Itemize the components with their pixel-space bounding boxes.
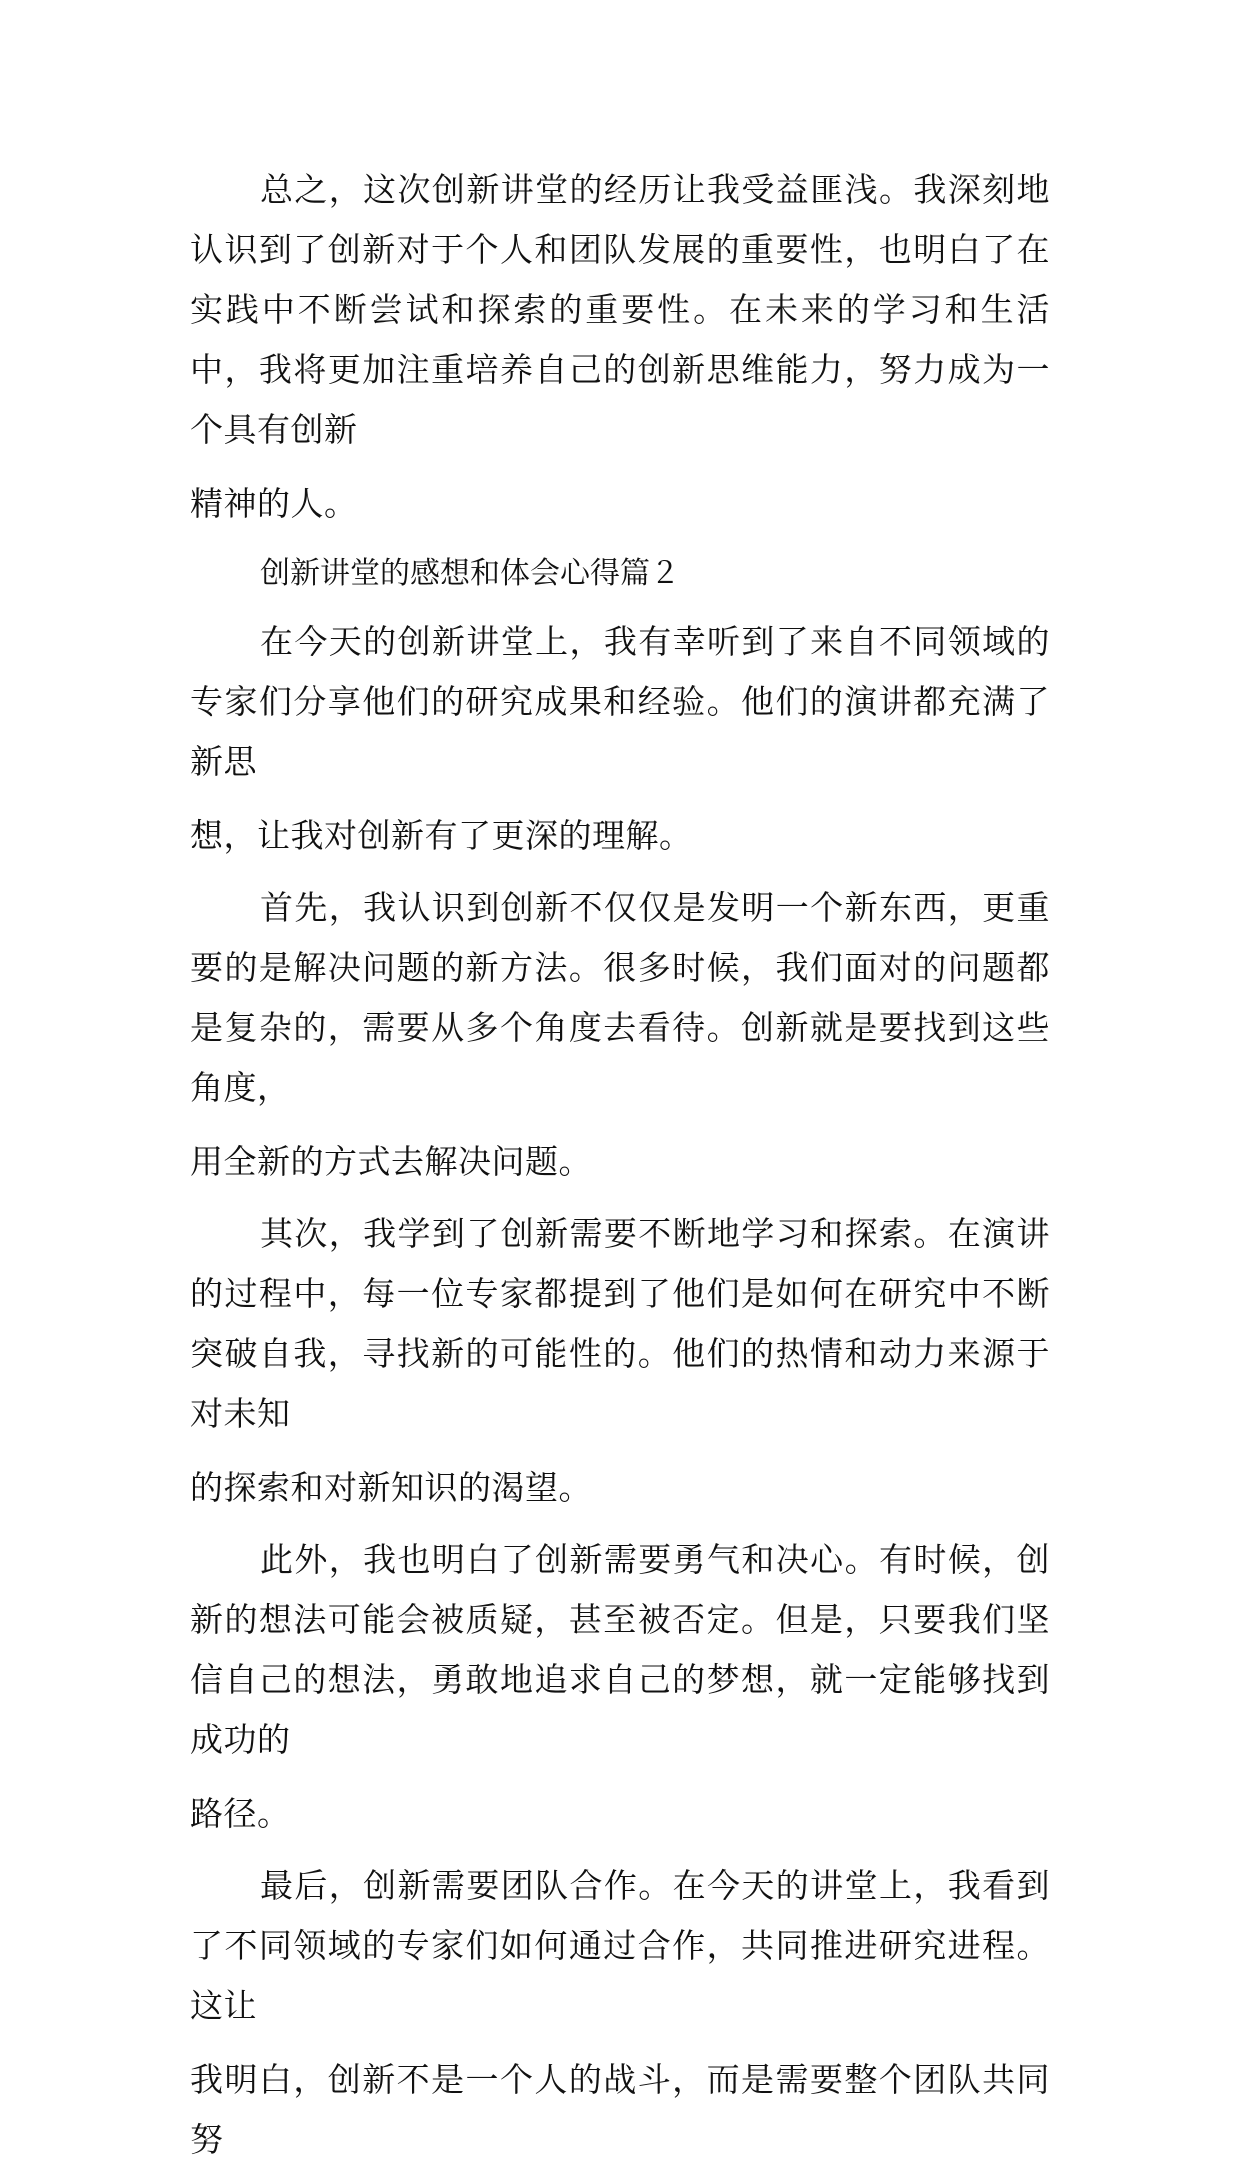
paragraph-intro <box>190 612 1050 866</box>
paragraph-text: 首先，我认识到创新不仅仅是发明一个新东西，更重要的是解决问题的新方法。很多时候，我们面对的问题都是复杂的，需要从多个角度去看待。创新就是要找到这些角度， <box>190 888 1050 1107</box>
paragraph-last-line: 路径。 <box>190 1794 291 1833</box>
paragraph-second-point <box>190 1204 1050 1518</box>
paragraph-conclusion <box>190 160 1050 534</box>
paragraph-last-line: 用全新的方式去解决问题。 <box>190 1142 592 1181</box>
paragraph-text: 在今天的创新讲堂上，我有幸听到了来自不同领域的专家们分享他们的研究成果和经验。他们的演讲都充满了新思 <box>190 622 1050 781</box>
paragraph-third-point <box>190 1530 1050 1844</box>
paragraph-last-line: 想，让我对创新有了更深的理解。 <box>190 816 693 855</box>
paragraph-first-point <box>190 878 1050 1192</box>
paragraph-last-line: 我明白，创新不是一个人的战斗，而是需要整个团队共同努 <box>190 2060 1050 2159</box>
paragraph-text: 最后，创新需要团队合作。在今天的讲堂上，我看到了不同领域的专家们如何通过合作，共同推进研究进程。这让 <box>190 1866 1050 2025</box>
paragraph-text: 此外，我也明白了创新需要勇气和决心。有时候，创新的想法可能会被质疑，甚至被否定。但是，只要我们坚信自己的想法，勇敢地追求自己的梦想，就一定能够找到成功的 <box>190 1540 1050 1759</box>
paragraph-text: 总之，这次创新讲堂的经历让我受益匪浅。我深刻地认识到了创新对于个人和团队发展的重要性，也明白了在实践中不断尝试和探索的重要性。在未来的学习和生活中，我将更加注重培养自己的创新思维能力，努力成为一个具有创新 <box>190 170 1050 449</box>
paragraph-last-line: 的探索和对新知识的渴望。 <box>190 1468 592 1507</box>
paragraph-text: 其次，我学到了创新需要不断地学习和探索。在演讲的过程中，每一位专家都提到了他们是如何在研究中不断突破自我，寻找新的可能性的。他们的热情和动力来源于对未知 <box>190 1214 1050 1433</box>
paragraph-last-line: 精神的人。 <box>190 484 358 523</box>
paragraph-final-point <box>190 1856 1050 2170</box>
section-heading: 创新讲堂的感想和体会心得篇２ <box>260 556 680 591</box>
document-body <box>190 160 1050 2170</box>
